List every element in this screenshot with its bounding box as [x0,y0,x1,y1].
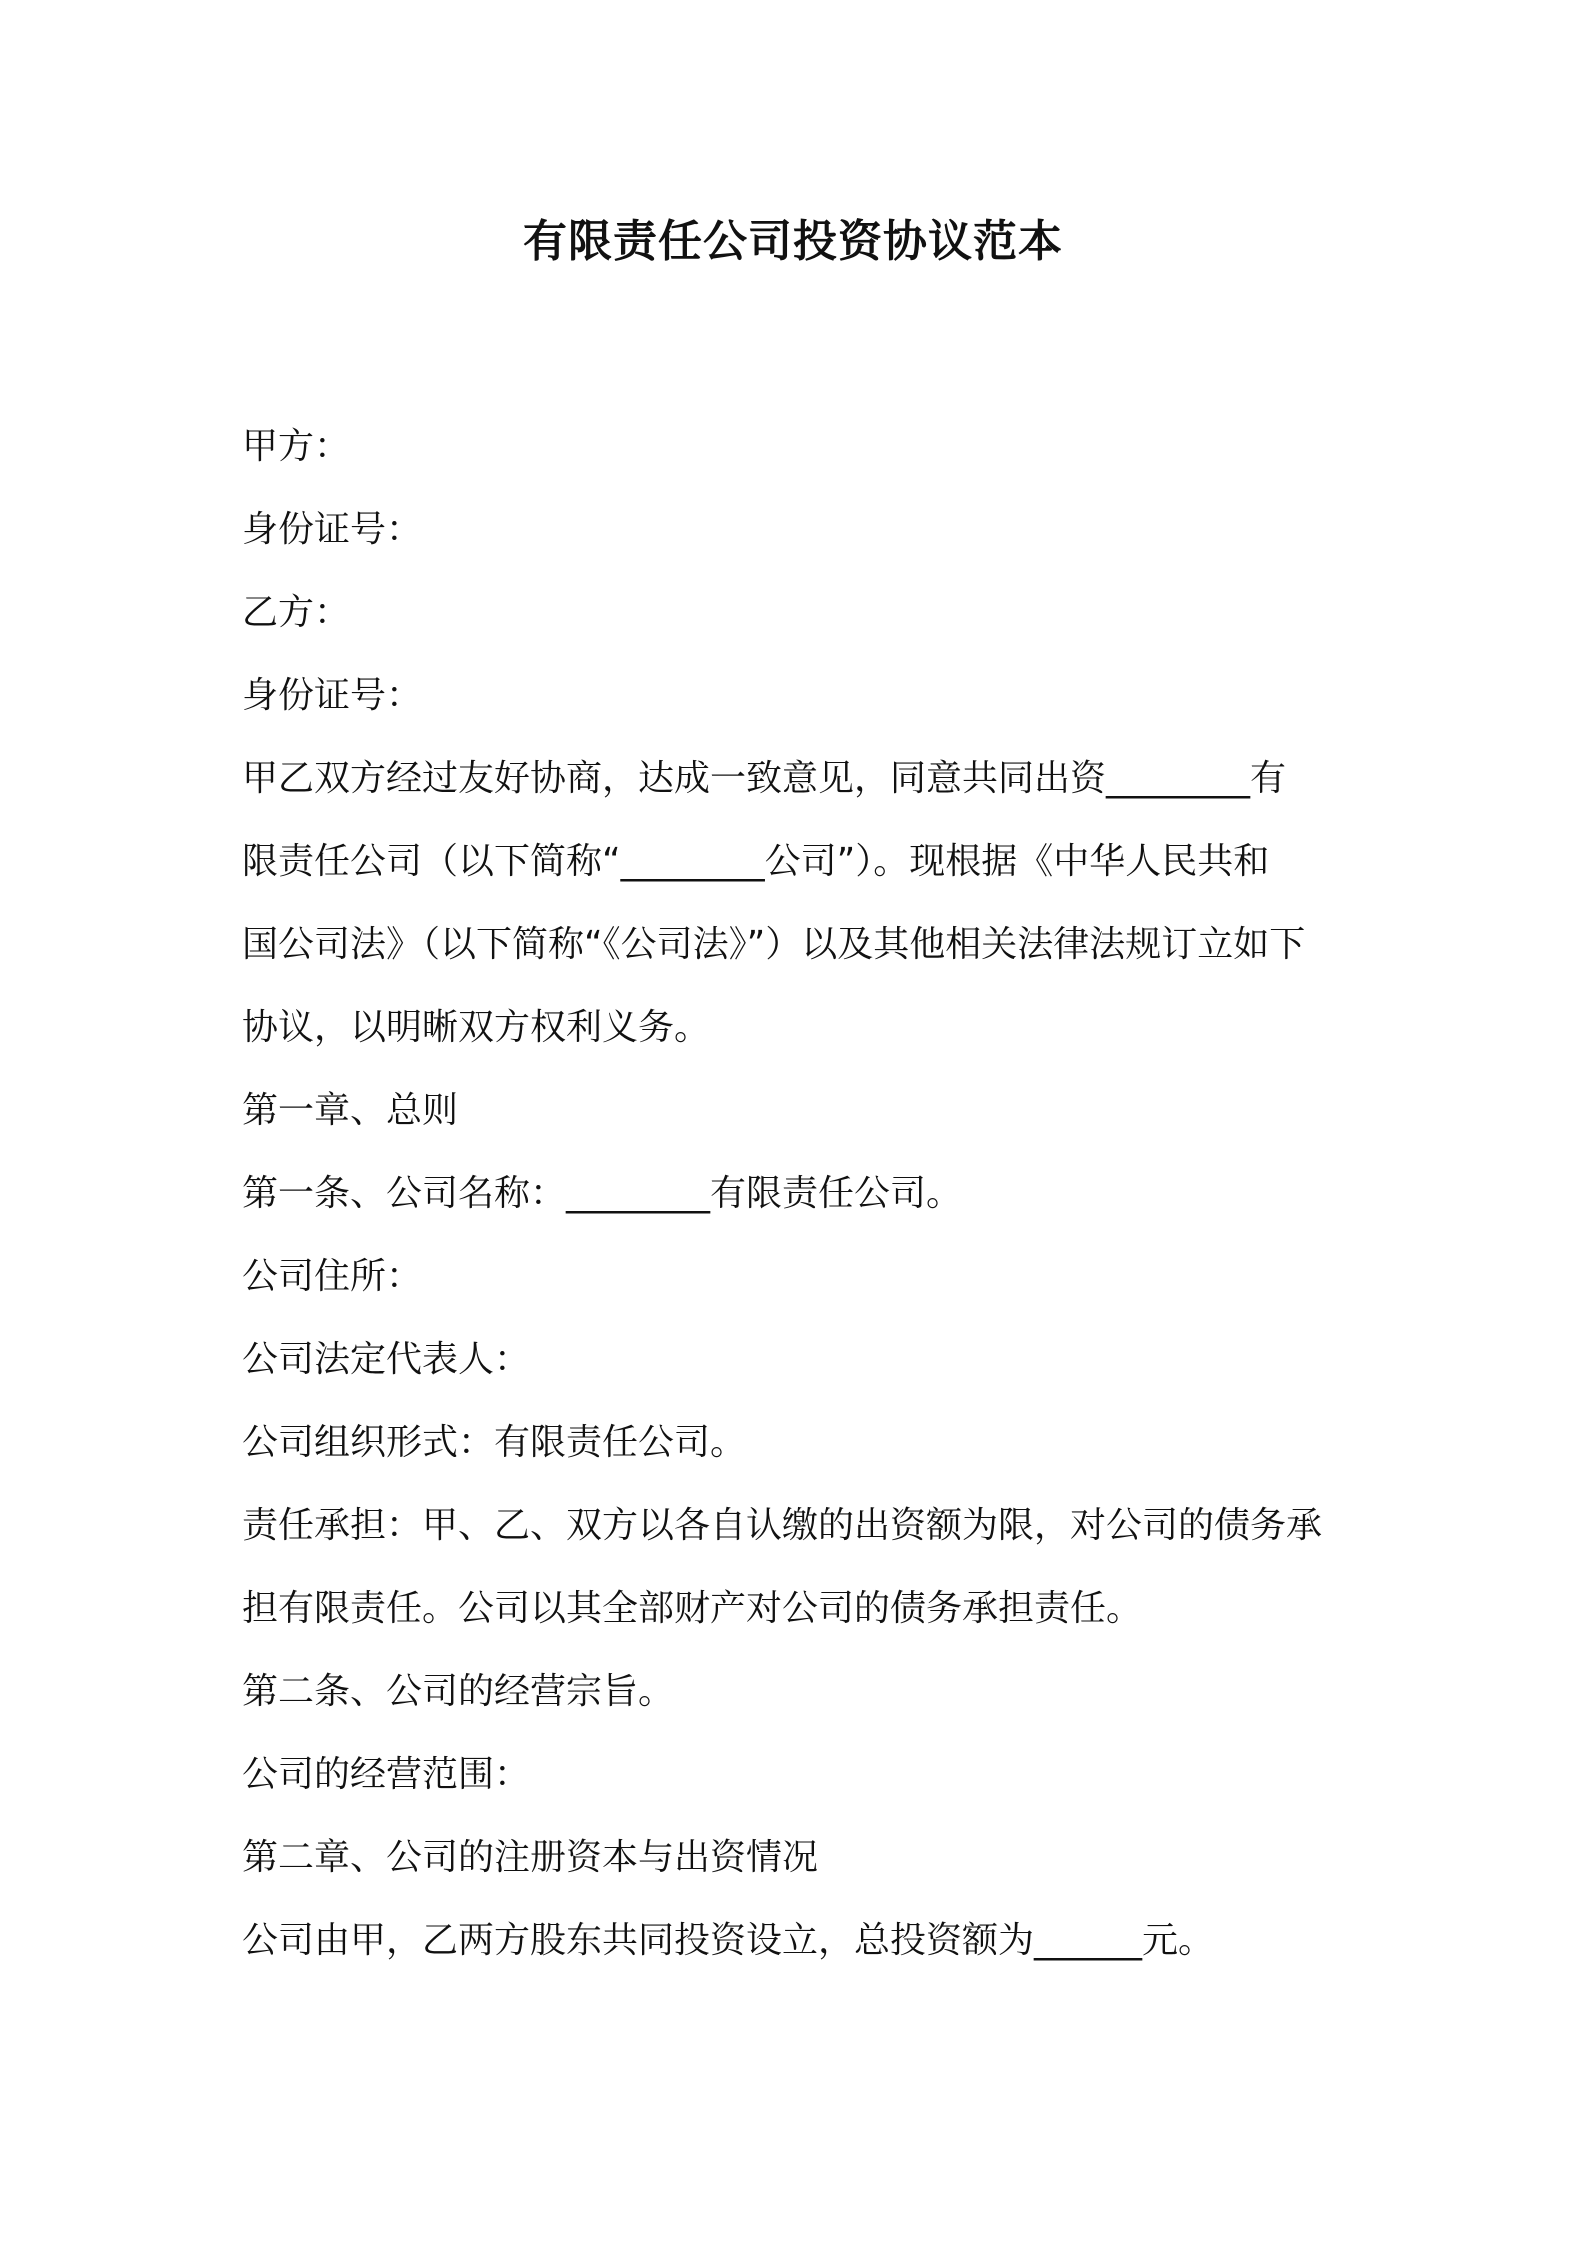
organization-form-line: 公司组织形式：有限责任公司。 [242,1422,747,1463]
investment-line: 公司由甲，乙两方股东共同投资设立，总投资额为______元。 [242,1920,1215,1961]
preamble-line: 甲乙双方经过友好协商，达成一致意见，同意共同出资________有 [242,758,1287,799]
document-body [242,405,1362,1982]
business-scope-label: 公司的经营范围： [242,1754,531,1795]
document-title: 有限责任公司投资协议范本 [523,216,1063,267]
legal-representative-label: 公司法定代表人： [242,1339,531,1380]
preamble-line: 限责任公司（以下简称“________公司”）。现根据《中华人民共和 [242,841,1270,882]
party-b-id-label: 身份证号： [242,675,423,716]
liability-line: 担有限责任。公司以其全部财产对公司的债务承担责任。 [242,1588,1143,1629]
article-line: 第一条、公司名称：________有限责任公司。 [242,1173,963,1214]
chapter-heading: 第二章、公司的注册资本与出资情况 [242,1837,819,1878]
preamble-line: 国公司法》（以下简称“《公司法》”）以及其他相关法律法规订立如下 [242,924,1306,965]
party-b-label: 乙方： [242,592,351,633]
company-address-label: 公司住所： [242,1256,423,1297]
liability-line: 责任承担：甲、乙、双方以各自认缴的出资额为限，对公司的债务承 [242,1505,1323,1546]
party-a-id-label: 身份证号： [242,509,423,550]
article-line: 第二条、公司的经营宗旨。 [242,1671,675,1712]
chapter-heading: 第一章、总则 [242,1090,459,1131]
party-a-label: 甲方： [242,426,351,467]
preamble-line: 协议，以明晰双方权利义务。 [242,1007,711,1048]
